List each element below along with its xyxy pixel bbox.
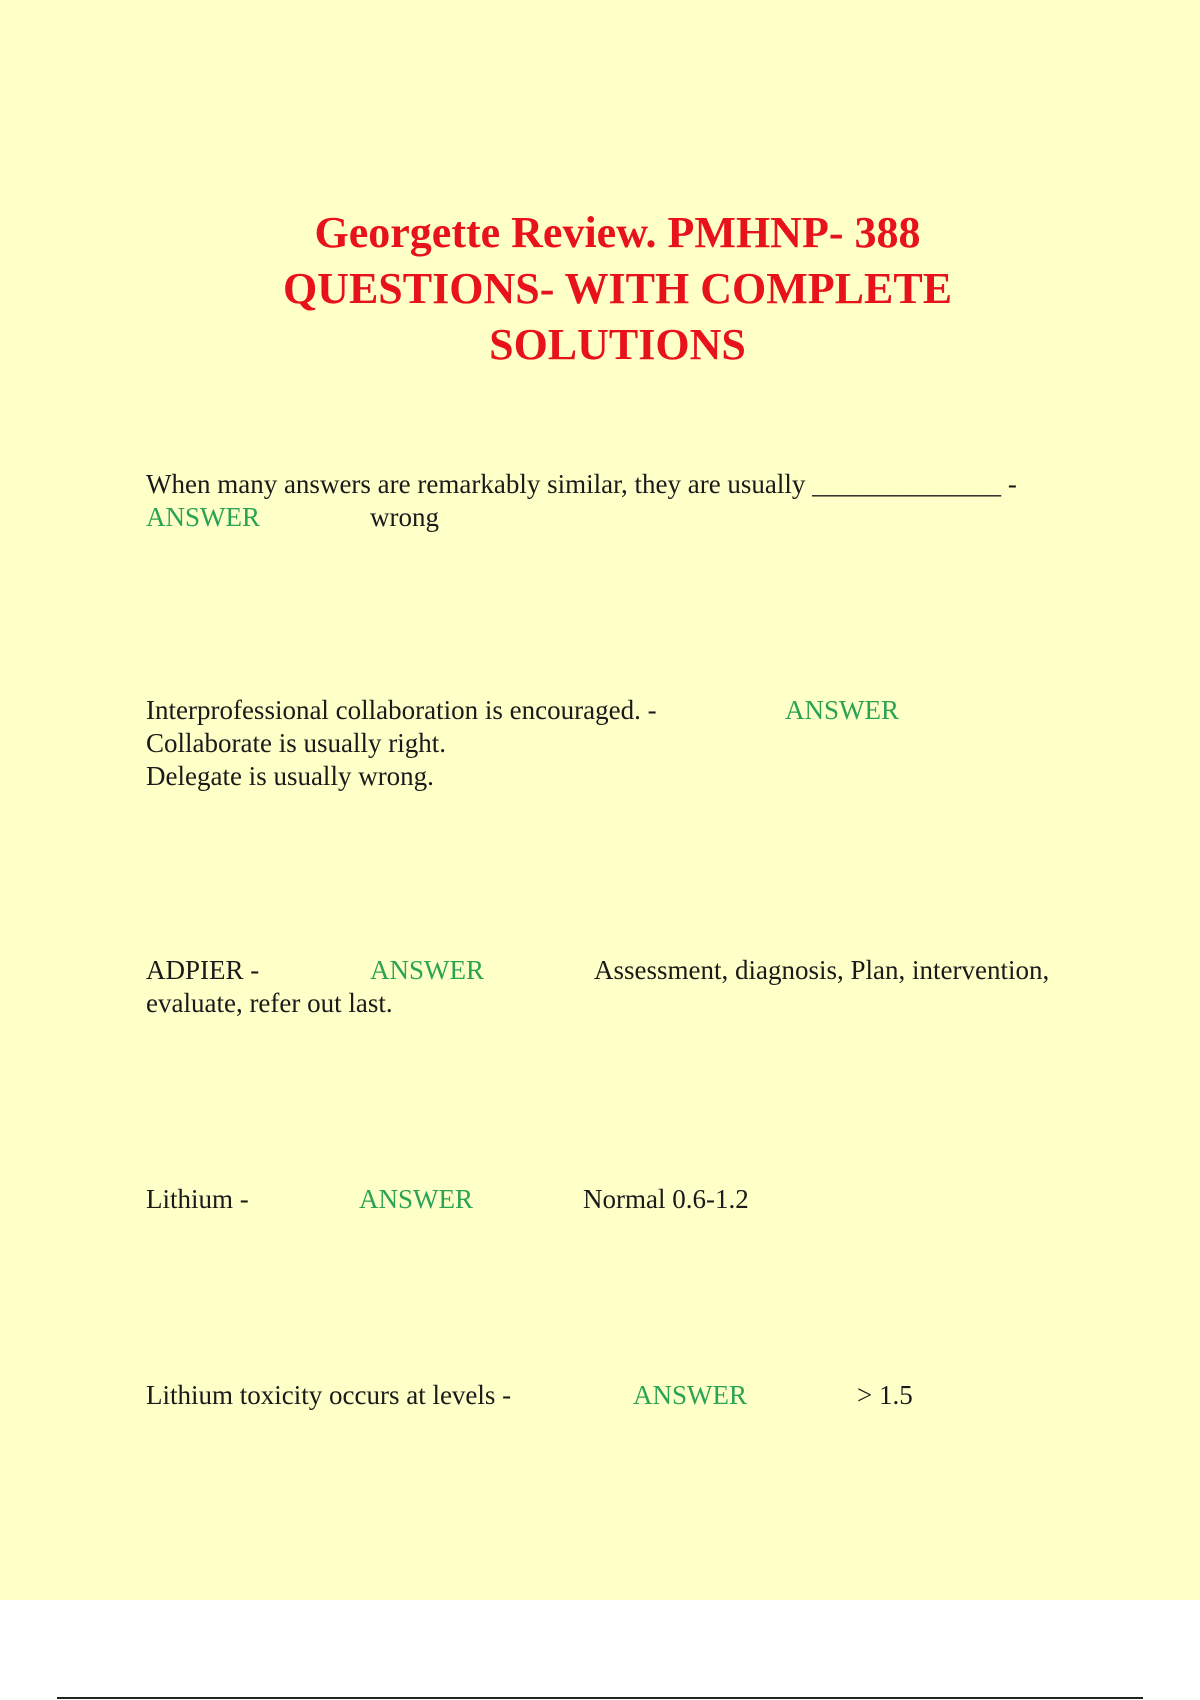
- qa-item-3: [146, 954, 1076, 1024]
- qa-item-1: [146, 468, 1046, 538]
- footer-divider: [57, 1697, 1143, 1699]
- answer-label: ANSWER: [370, 955, 484, 985]
- answer-text-line-2: Delegate is usually wrong.: [146, 761, 434, 791]
- answer-text: Normal 0.6-1.2: [583, 1184, 749, 1214]
- answer-text-line-2: evaluate, refer out last.: [146, 988, 393, 1018]
- answer-label: ANSWER: [359, 1184, 473, 1214]
- title-line-2: QUESTIONS- WITH COMPLETE: [282, 264, 953, 313]
- title-line-1: Georgette Review. PMHNP- 388: [314, 208, 921, 257]
- title-line-3: SOLUTIONS: [489, 320, 746, 369]
- answer-text: wrong: [370, 502, 439, 532]
- answer-label: ANSWER: [633, 1380, 747, 1410]
- answer-label: ANSWER: [146, 502, 260, 532]
- question-text: When many answers are remarkably similar, they are usually ______________ -: [146, 469, 1017, 499]
- answer-label: ANSWER: [785, 695, 899, 725]
- qa-item-4: [146, 1183, 1046, 1223]
- question-text: Lithium toxicity occurs at levels -: [146, 1380, 512, 1410]
- question-text: Lithium -: [146, 1184, 249, 1214]
- answer-text-line-1: Collaborate is usually right.: [146, 728, 446, 758]
- qa-item-5: [146, 1379, 1046, 1419]
- answer-text-line-1: Assessment, diagnosis, Plan, intervention,: [594, 955, 1050, 985]
- document-title: [200, 205, 1035, 373]
- question-text: Interprofessional collaboration is encouraged. -: [146, 695, 657, 725]
- question-text: ADPIER -: [146, 955, 260, 985]
- answer-text: > 1.5: [857, 1380, 913, 1410]
- qa-item-2: [146, 694, 1046, 794]
